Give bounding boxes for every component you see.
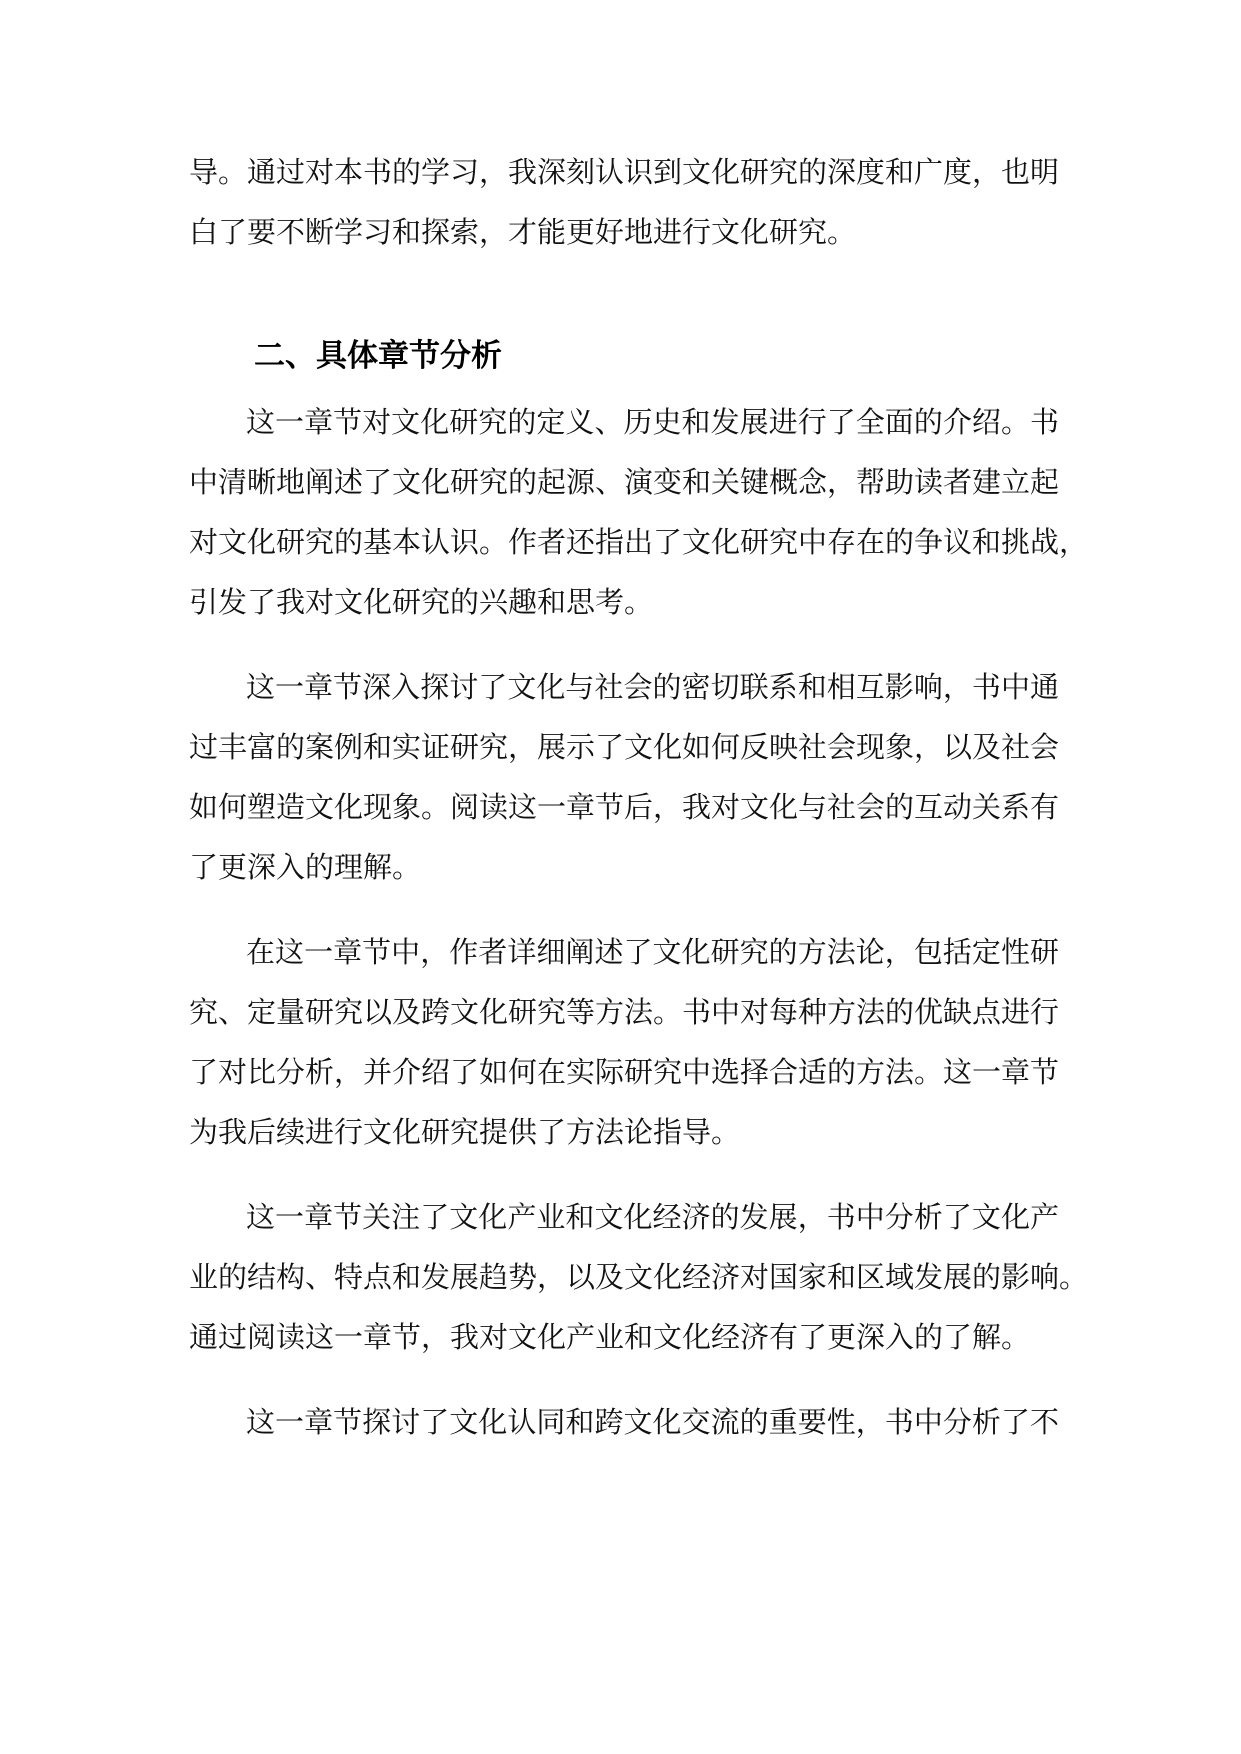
paragraph-line: 在这一章节中，作者详细阐述了文化研究的方法论，包括定性研 [246,935,1059,969]
section-heading: 二、具体章节分析 [254,338,502,374]
paragraph-line: 过丰富的案例和实证研究，展示了文化如何反映社会现象，以及社会 [189,730,1060,764]
paragraph-line: 这一章节关注了文化产业和文化经济的发展，书中分析了文化产 [246,1200,1059,1234]
paragraph-line: 业的结构、特点和发展趋势，以及文化经济对国家和区域发展的影响。 [189,1260,1089,1294]
paragraph-line: 通过阅读这一章节，我对文化产业和文化经济有了更深入的了解。 [189,1320,1031,1354]
intro-line: 白了要不断学习和探索，才能更好地进行文化研究。 [189,215,857,249]
intro-line: 导。通过对本书的学习，我深刻认识到文化研究的深度和广度，也明 [189,155,1060,189]
paragraph-line: 了更深入的理解。 [189,850,422,884]
paragraph-line: 引发了我对文化研究的兴趣和思考。 [189,585,654,619]
paragraph-line: 这一章节探讨了文化认同和跨文化交流的重要性，书中分析了不 [246,1405,1059,1439]
paragraph-line: 中清晰地阐述了文化研究的起源、演变和关键概念，帮助读者建立起 [189,465,1060,499]
paragraph-line: 究、定量研究以及跨文化研究等方法。书中对每种方法的优缺点进行 [189,995,1060,1029]
paragraph-line: 这一章节对文化研究的定义、历史和发展进行了全面的介绍。书 [246,405,1059,439]
paragraph-line: 为我后续进行文化研究提供了方法论指导。 [189,1115,741,1149]
paragraph-line: 对文化研究的基本认识。作者还指出了文化研究中存在的争议和挑战， [189,525,1089,559]
paragraph-line: 了对比分析，并介绍了如何在实际研究中选择合适的方法。这一章节 [189,1055,1060,1089]
paragraph-line: 这一章节深入探讨了文化与社会的密切联系和相互影响，书中通 [246,670,1059,704]
paragraph-line: 如何塑造文化现象。阅读这一章节后，我对文化与社会的互动关系有 [189,790,1060,824]
